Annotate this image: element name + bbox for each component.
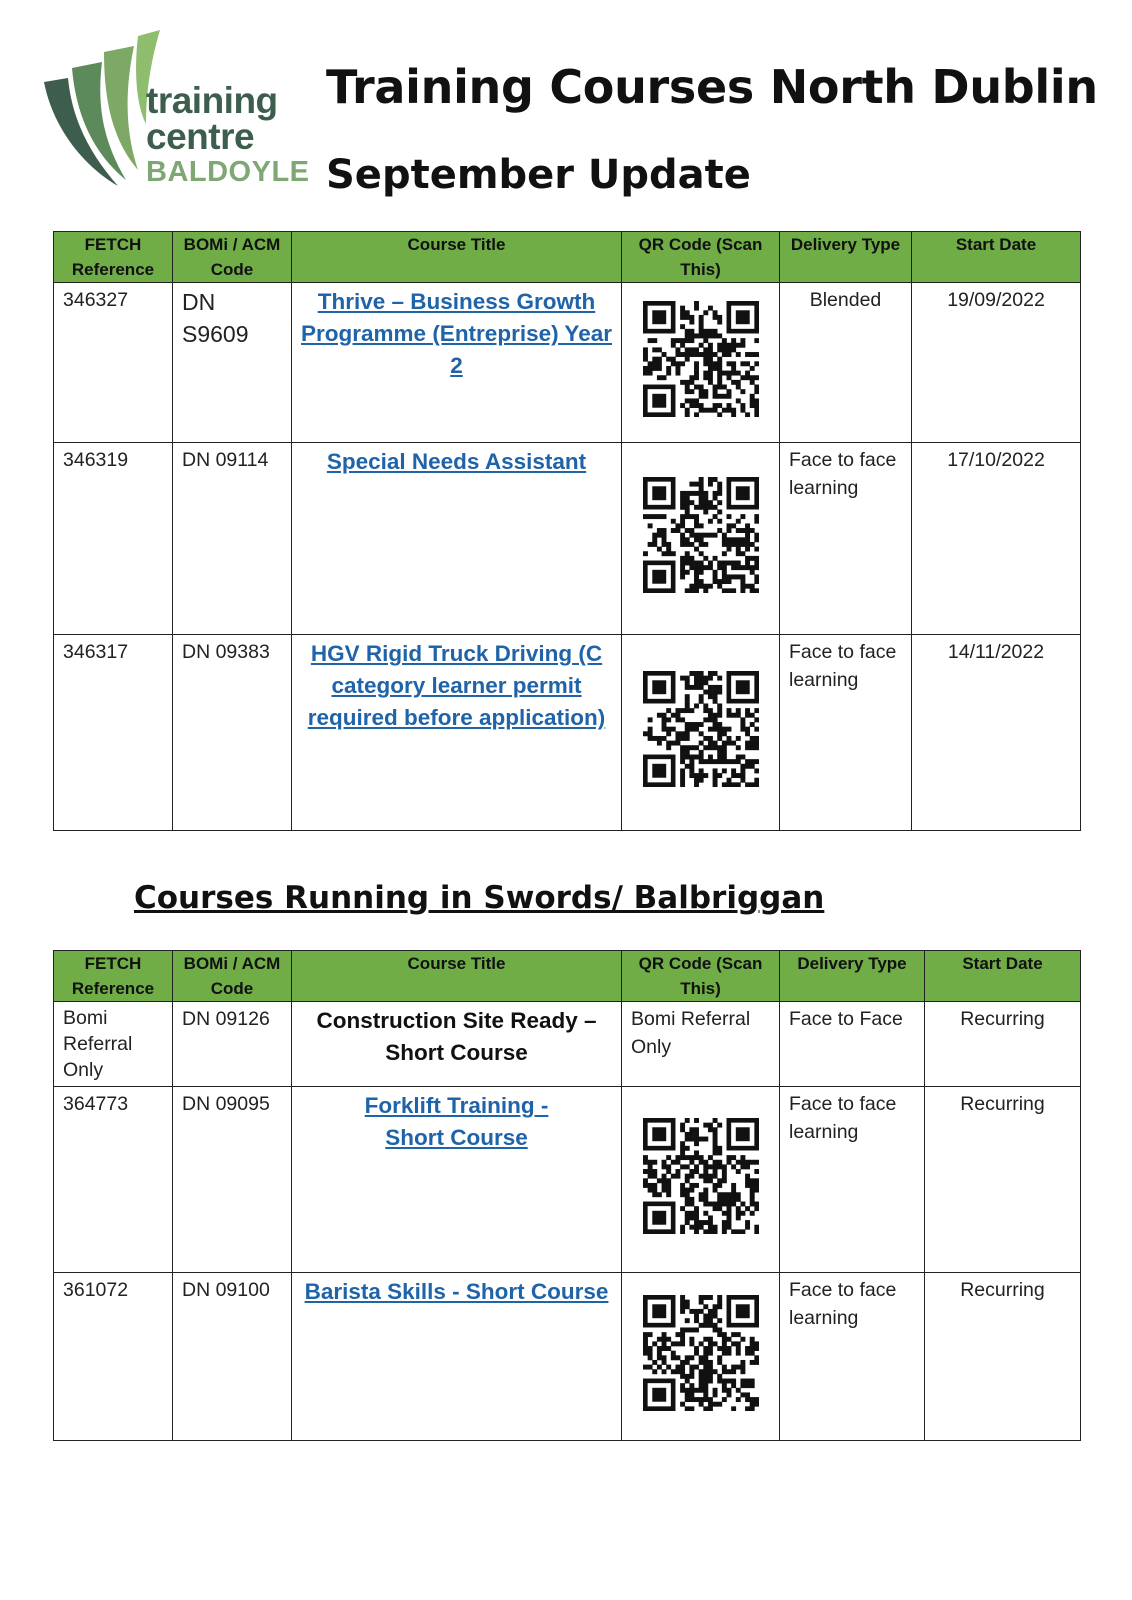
delivery-type: Face to face learning — [780, 443, 912, 635]
col-header-start-date: Start Date — [912, 232, 1081, 283]
start-date: 14/11/2022 — [912, 635, 1081, 831]
col-header-bomi: BOMi / ACM Code — [173, 232, 292, 283]
delivery-type: Face to face learning — [780, 635, 912, 831]
col-header-course-title: Course Title — [292, 232, 622, 283]
col-header-fetch: FETCH Reference — [54, 232, 173, 283]
logo-text-centre: centre — [146, 116, 255, 157]
course-link[interactable]: Barista Skills - Short Course — [304, 1279, 609, 1304]
table-row — [54, 1273, 1081, 1441]
course-link[interactable]: Thrive – Business Growth Programme (Entreprise) Year 2 — [301, 289, 612, 378]
fetch-reference: 361072 — [54, 1273, 173, 1441]
fetch-reference: Bomi Referral Only — [54, 1002, 173, 1087]
table-header-row — [54, 951, 1081, 1002]
start-date: 17/10/2022 — [912, 443, 1081, 635]
start-date: Recurring — [925, 1087, 1081, 1273]
bomi-code: DN 09114 — [173, 443, 292, 635]
courses-table-swords-balbriggan — [53, 950, 1081, 1441]
course-title: Construction Site Ready – Short Course — [316, 1008, 597, 1065]
col-header-delivery-type: Delivery Type — [780, 232, 912, 283]
qr-code-icon[interactable] — [643, 1295, 759, 1411]
course-link[interactable]: Special Needs Assistant — [326, 449, 587, 474]
col-header-delivery-type: Delivery Type — [780, 951, 925, 1002]
fetch-reference: 346327 — [54, 283, 173, 443]
bomi-code: DN 09383 — [173, 635, 292, 831]
qr-code-icon[interactable] — [643, 301, 759, 417]
col-header-fetch: FETCH Reference — [54, 951, 173, 1002]
col-header-start-date: Start Date — [925, 951, 1081, 1002]
bomi-code: DN 09100 — [173, 1273, 292, 1441]
delivery-type: Face to face learning — [780, 1087, 925, 1273]
col-header-bomi: BOMi / ACM Code — [173, 951, 292, 1002]
delivery-type: Face to Face — [780, 1002, 925, 1087]
start-date: 19/09/2022 — [912, 283, 1081, 443]
table-row — [54, 1087, 1081, 1273]
page-title: Training Courses North Dublin — [326, 60, 1098, 114]
logo-text-training: training — [146, 80, 278, 121]
qr-code-icon[interactable] — [643, 477, 759, 593]
fetch-reference: 346319 — [54, 443, 173, 635]
qr-code-cell — [622, 635, 780, 831]
table-row — [54, 443, 1081, 635]
logo-text-baldoyle: BALDOYLE — [146, 156, 310, 188]
fetch-reference: 364773 — [54, 1087, 173, 1273]
bomi-code: DN S9609 — [173, 283, 292, 443]
col-header-course-title: Course Title — [292, 951, 622, 1002]
table-row — [54, 283, 1081, 443]
page-subtitle: September Update — [326, 152, 751, 198]
table-header-row — [54, 232, 1081, 283]
course-link[interactable]: Forklift Training - Short Course — [364, 1093, 549, 1150]
col-header-qr-code: QR Code (Scan This) — [622, 951, 780, 1002]
qr-code-icon[interactable] — [643, 671, 759, 787]
bomi-code: DN 09095 — [173, 1087, 292, 1273]
start-date: Recurring — [925, 1273, 1081, 1441]
table-row — [54, 635, 1081, 831]
course-link[interactable]: HGV Rigid Truck Driving (C category learner permit required before application) — [307, 641, 606, 730]
logo — [42, 24, 310, 194]
bomi-code: DN 09126 — [173, 1002, 292, 1087]
table-row — [54, 1002, 1081, 1087]
fetch-reference: 346317 — [54, 635, 173, 831]
qr-code-cell — [622, 283, 780, 443]
delivery-type: Blended — [780, 283, 912, 443]
start-date: Recurring — [925, 1002, 1081, 1087]
delivery-type: Face to face learning — [780, 1273, 925, 1441]
qr-code-icon[interactable] — [643, 1118, 759, 1234]
col-header-qr-code: QR Code (Scan This) — [622, 232, 780, 283]
qr-code-cell — [622, 443, 780, 635]
qr-code-cell — [622, 1273, 780, 1441]
section-heading-swords-balbriggan: Courses Running in Swords/ Balbriggan — [134, 880, 825, 916]
qr-referral-note: Bomi Referral Only — [622, 1002, 780, 1087]
qr-code-cell — [622, 1087, 780, 1273]
courses-table-north-dublin — [53, 231, 1081, 831]
